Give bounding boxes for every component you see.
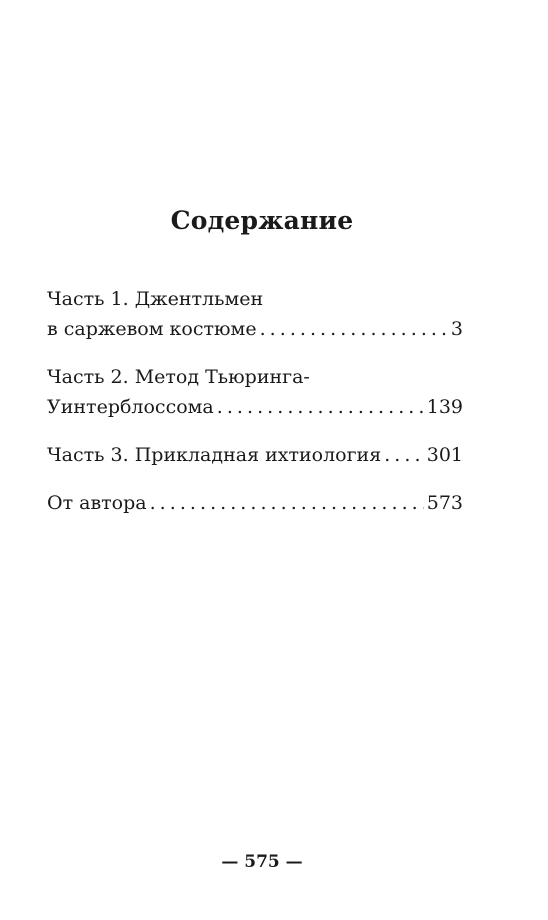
toc-entry-part-3 [47,440,463,470]
toc-entry-leader-line [47,488,463,518]
toc-entry-title-line: Часть 1. Джентльмен [47,288,264,310]
dot-leader [260,314,448,344]
toc-entry-leader-line [47,392,463,422]
toc-entry-title-line: Уинтерблоссома [47,396,214,418]
toc-entry-afterword [47,488,463,518]
table-of-contents [47,284,463,518]
toc-entry-title-line: в саржевом костюме [47,318,257,340]
toc-page-number: 139 [426,396,463,418]
dot-leader [384,440,424,470]
toc-entry-title-line: Часть 2. Метод Тьюринга- [47,366,310,388]
toc-page-number: 3 [450,318,463,340]
toc-entry-leader-line [47,440,463,470]
page-folio: — 575 — [221,852,303,872]
toc-page-number: 301 [426,444,463,466]
toc-page-number: 573 [426,492,463,514]
toc-entry-leader-line [47,314,463,344]
toc-entry-title-line: От автора [47,492,147,514]
toc-entry-part-2 [47,362,463,422]
dot-leader [217,392,424,422]
toc-entry-part-1 [47,284,463,344]
toc-entry-title-line: Часть 3. Прикладная ихтиология [47,444,382,466]
contents-heading: Содержание [170,206,354,235]
dot-leader [150,488,424,518]
